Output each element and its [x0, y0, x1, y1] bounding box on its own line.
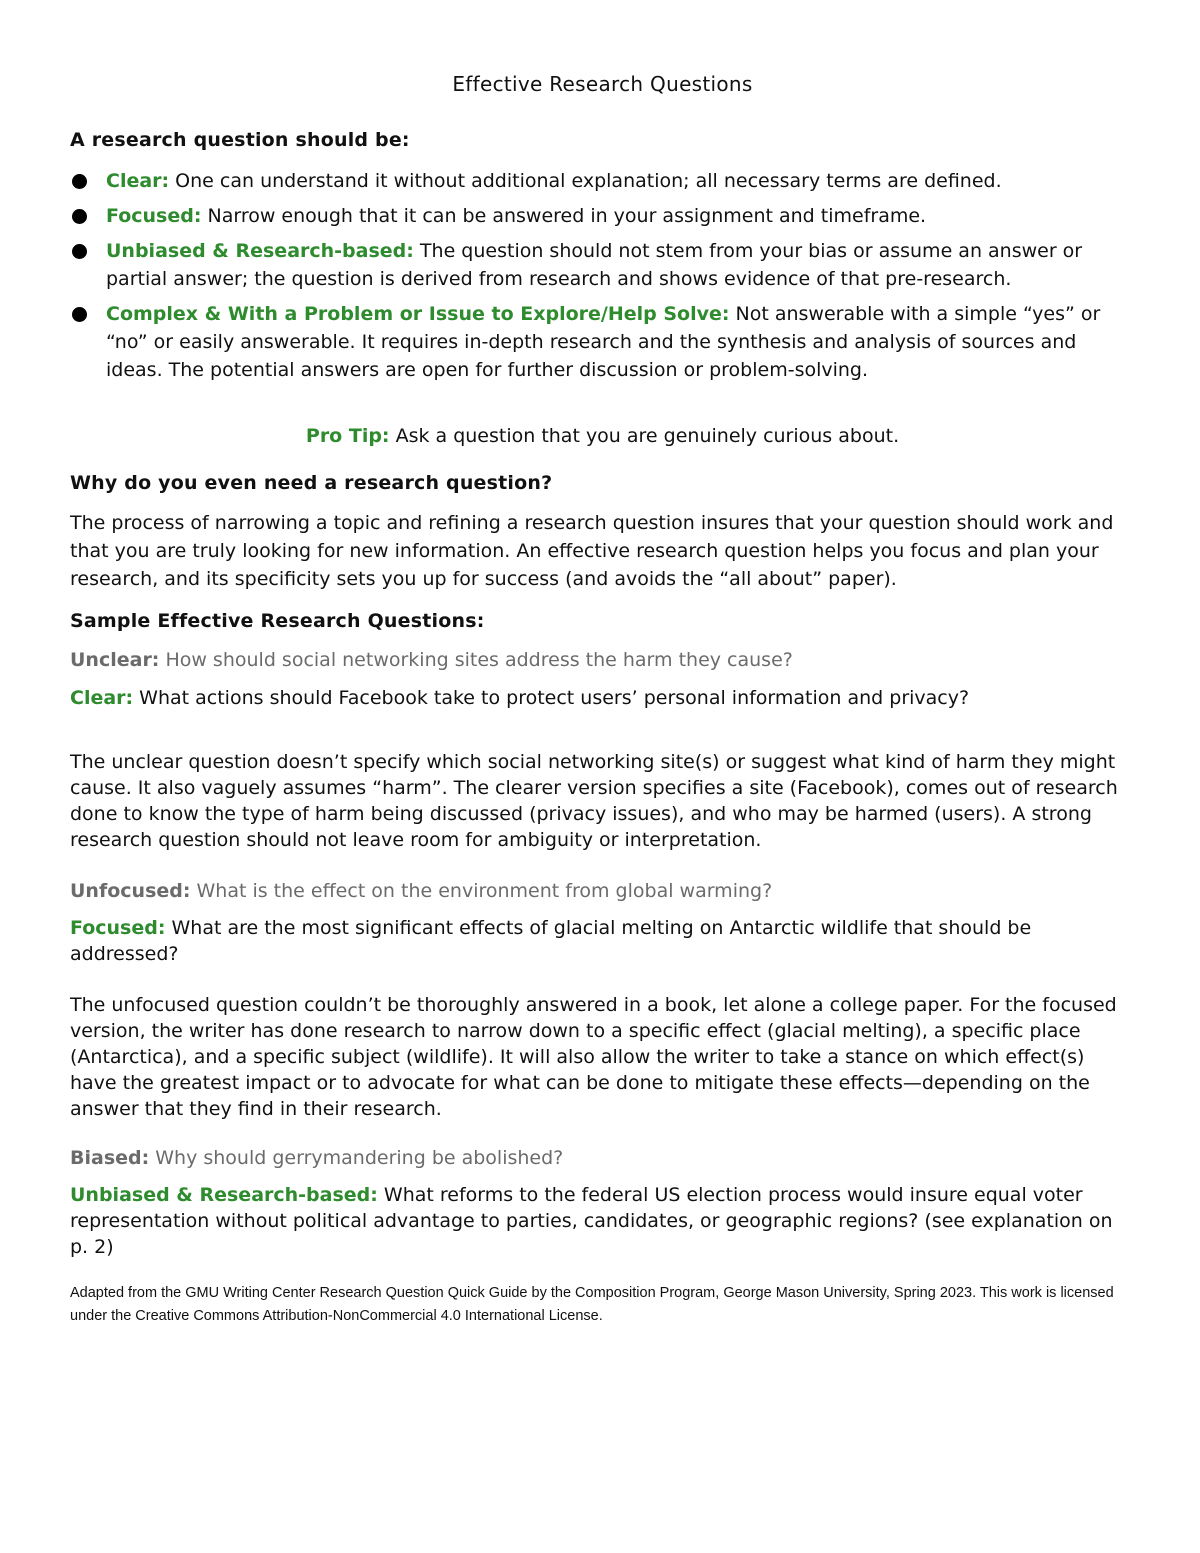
why-paragraph: The process of narrowing a topic and refining a research question insures that your question should work and that you are truly looking for new information. An effective research question helps you focus and plan your research, and its specificity sets you up for success (and avoids the “all about” paper).: [70, 512, 1114, 590]
criterion-focused: [70, 202, 1135, 230]
sample-bad-text: How should social networking sites address the harm they cause?: [159, 649, 793, 671]
criterion-text: Not answerable with a simple “yes” or “no” or easily answerable. It requires in-depth research and the synthesis and analysis of sources and ideas. The potential answers are open for further discussion or problem-solving.: [106, 303, 1101, 381]
criterion-label: Clear:: [106, 170, 170, 192]
bullet-icon: [72, 174, 87, 189]
criterion-unbiased: [70, 237, 1135, 293]
criterion-complex: [70, 300, 1135, 384]
document-title: Effective Research Questions: [452, 72, 753, 96]
bullet-icon: [72, 244, 87, 259]
criterion-label: Unbiased & Research-based:: [106, 240, 414, 262]
why-heading: Why do you even need a research question?: [70, 472, 553, 494]
sample-good-text: What are the most significant effects of glacial melting on Antarctic wildlife that should be addressed?: [70, 917, 1032, 965]
criteria-list: [70, 167, 1135, 384]
criterion-label: Complex & With a Problem or Issue to Explore/Help Solve:: [106, 303, 730, 325]
sample-unclear: [70, 646, 1135, 674]
document-page: [70, 70, 1135, 1328]
pro-tip-label: Pro Tip:: [305, 425, 390, 447]
sample-explanation: The unclear question doesn’t specify which social networking site(s) or suggest what kind of harm they might cause. It also vaguely assumes “harm”. The clearer version specifies a site (Facebook), comes out of research done to know the type of harm being discussed (privacy issues), and who may be harmed (users). A strong research question should not leave room for ambiguity or interpretation.: [70, 751, 1118, 851]
criterion-text: One can understand it without additional explanation; all necessary terms are defined.: [169, 170, 1002, 192]
pro-tip-text: Ask a question that you are genuinely curious about.: [389, 425, 900, 447]
sample-bad-text: What is the effect on the environment from global warming?: [190, 880, 773, 902]
sample-bad-label: Biased:: [70, 1147, 150, 1169]
sample-good-label: Focused:: [70, 917, 166, 939]
sample-explanation: The unfocused question couldn’t be thoroughly answered in a book, let alone a college paper. For the focused version, the writer has done research to narrow down to a specific effect (glacial melting), a specific place (Antarctica), and a specific subject (wildlife). It will also allow the writer to take a stance on which effect(s) have the greatest impact or to advocate for what can be done to mitigate these effects—depending on the answer that they find in their research.: [70, 994, 1117, 1120]
criterion-clear: [70, 167, 1135, 195]
sample-bad-label: Unfocused:: [70, 880, 191, 902]
pro-tip: [70, 422, 1135, 450]
sample-bad-text: Why should gerrymandering be abolished?: [149, 1147, 564, 1169]
sample-good-text: What actions should Facebook take to protect users’ personal information and privacy?: [133, 687, 970, 709]
sample-biased: [70, 1144, 1135, 1172]
unbiased-block: [70, 1182, 1135, 1260]
explanation-block: [70, 749, 1135, 853]
criterion-label: Focused:: [106, 205, 202, 227]
bullet-icon: [72, 209, 87, 224]
sample-bad-label: Unclear:: [70, 649, 160, 671]
footer-attribution: Adapted from the GMU Writing Center Research Question Quick Guide by the Composition Program, George Mason University, Spring 2023. This work is licensed under the Creative Commons Attribution-NonCommercial 4.0 International License.: [70, 1285, 1114, 1324]
intro-heading: A research question should be:: [70, 129, 410, 151]
focused-block: [70, 915, 1135, 1122]
sample-good-label: Clear:: [70, 687, 134, 709]
samples-heading: Sample Effective Research Questions:: [70, 610, 485, 632]
sample-unfocused: [70, 877, 1135, 905]
sample-good-text: What reforms to the federal US election process would insure equal voter representation without political advantage to parties, candidates, or geographic regions? (see explanation on p. 2): [70, 1184, 1113, 1258]
sample-unbiased: [70, 1182, 1135, 1260]
bullet-icon: [72, 307, 87, 322]
criterion-text: The question should not stem from your bias or assume an answer or partial answer; the question is derived from research and shows evidence of that pre-research.: [106, 240, 1083, 290]
sample-good-label: Unbiased & Research-based:: [70, 1184, 378, 1206]
sample-clear: [70, 684, 1135, 712]
criterion-text: Narrow enough that it can be answered in your assignment and timeframe.: [201, 205, 927, 227]
sample-focused: [70, 915, 1135, 967]
